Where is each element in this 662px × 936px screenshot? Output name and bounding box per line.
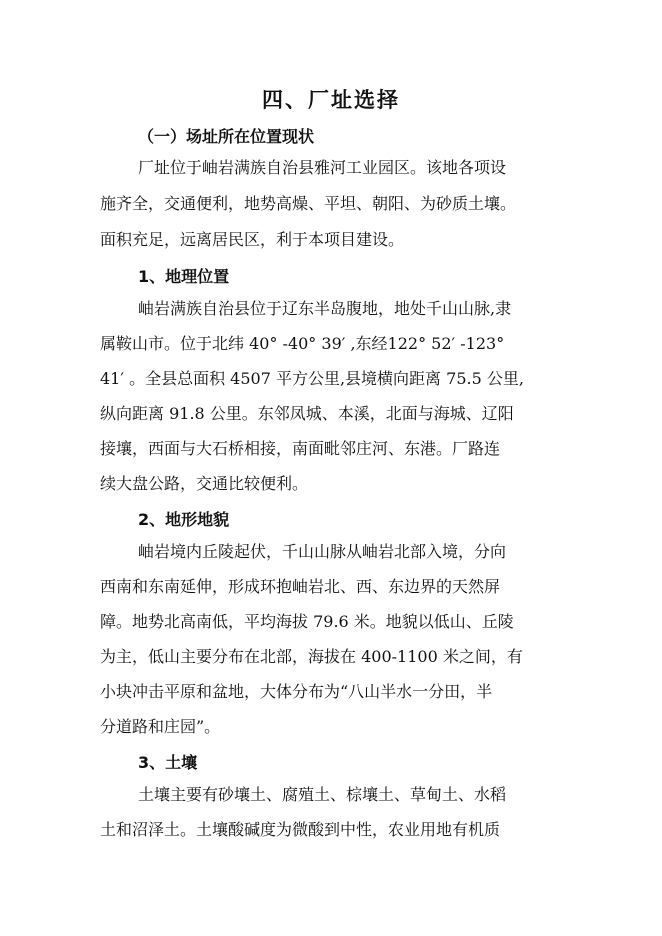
paragraph-line: 土壤主要有砂壤土、腐殖土、棕壤土、草甸土、水稻 (138, 785, 507, 804)
paragraph-line: 为主，低山主要分布在北部，海拔在 400-1100 米之间，有 (100, 647, 523, 666)
section-heading: （一）场址所在位置现状 (138, 127, 315, 146)
paragraph-line: 岫岩满族自治县位于辽东半岛腹地，地处千山山脉,隶 (138, 299, 512, 318)
paragraph-line: 属鞍山市。位于北纬 40° -40° 39′ ,东经122° 52′ -123° (100, 334, 505, 353)
paragraph-line: 土和沼泽土。土壤酸碱度为微酸到中性，农业用地有机质 (100, 820, 501, 839)
paragraph-line: 岫岩境内丘陵起伏，千山山脉从岫岩北部入境，分向 (138, 542, 507, 561)
paragraph-line: 厂址位于岫岩满族自治县雅河工业园区。该地各项设 (138, 158, 507, 177)
paragraph-line: 西南和东南延伸，形成环抱岫岩北、西、东边界的天然屏 (100, 577, 501, 596)
paragraph-line: 施齐全，交通便利，地势高燥、平坦、朝阳、为砂质土壤。 (100, 194, 517, 213)
paragraph-line: 分道路和庄园”。 (100, 717, 221, 736)
paragraph-line: 接壤，西面与大石桥相接，南面毗邻庄河、东港。厂路连 (100, 439, 501, 458)
subsection-heading-geo: 1、地理位置 (138, 267, 230, 286)
subsection-heading-terrain: 2、地形地貌 (138, 510, 230, 529)
paragraph-line: 41′ 。全县总面积 4507 平方公里,县境横向距离 75.5 公里, (100, 369, 524, 388)
paragraph-line: 小块冲击平原和盆地，大体分布为“八山半水一分田，半 (100, 682, 493, 701)
subsection-heading-soil: 3、土壤 (138, 753, 198, 772)
paragraph-line: 障。地势北高南低，平均海拔 79.6 米。地貌以低山、丘陵 (100, 612, 514, 631)
page-title: 四、厂址选择 (262, 88, 400, 112)
paragraph-line: 续大盘公路，交通比较便利。 (100, 474, 309, 493)
paragraph-line: 纵向距离 91.8 公里。东邻凤城、本溪，北面与海城、辽阳 (100, 404, 514, 423)
paragraph-line: 面积充足，远离居民区，利于本项目建设。 (100, 230, 405, 249)
